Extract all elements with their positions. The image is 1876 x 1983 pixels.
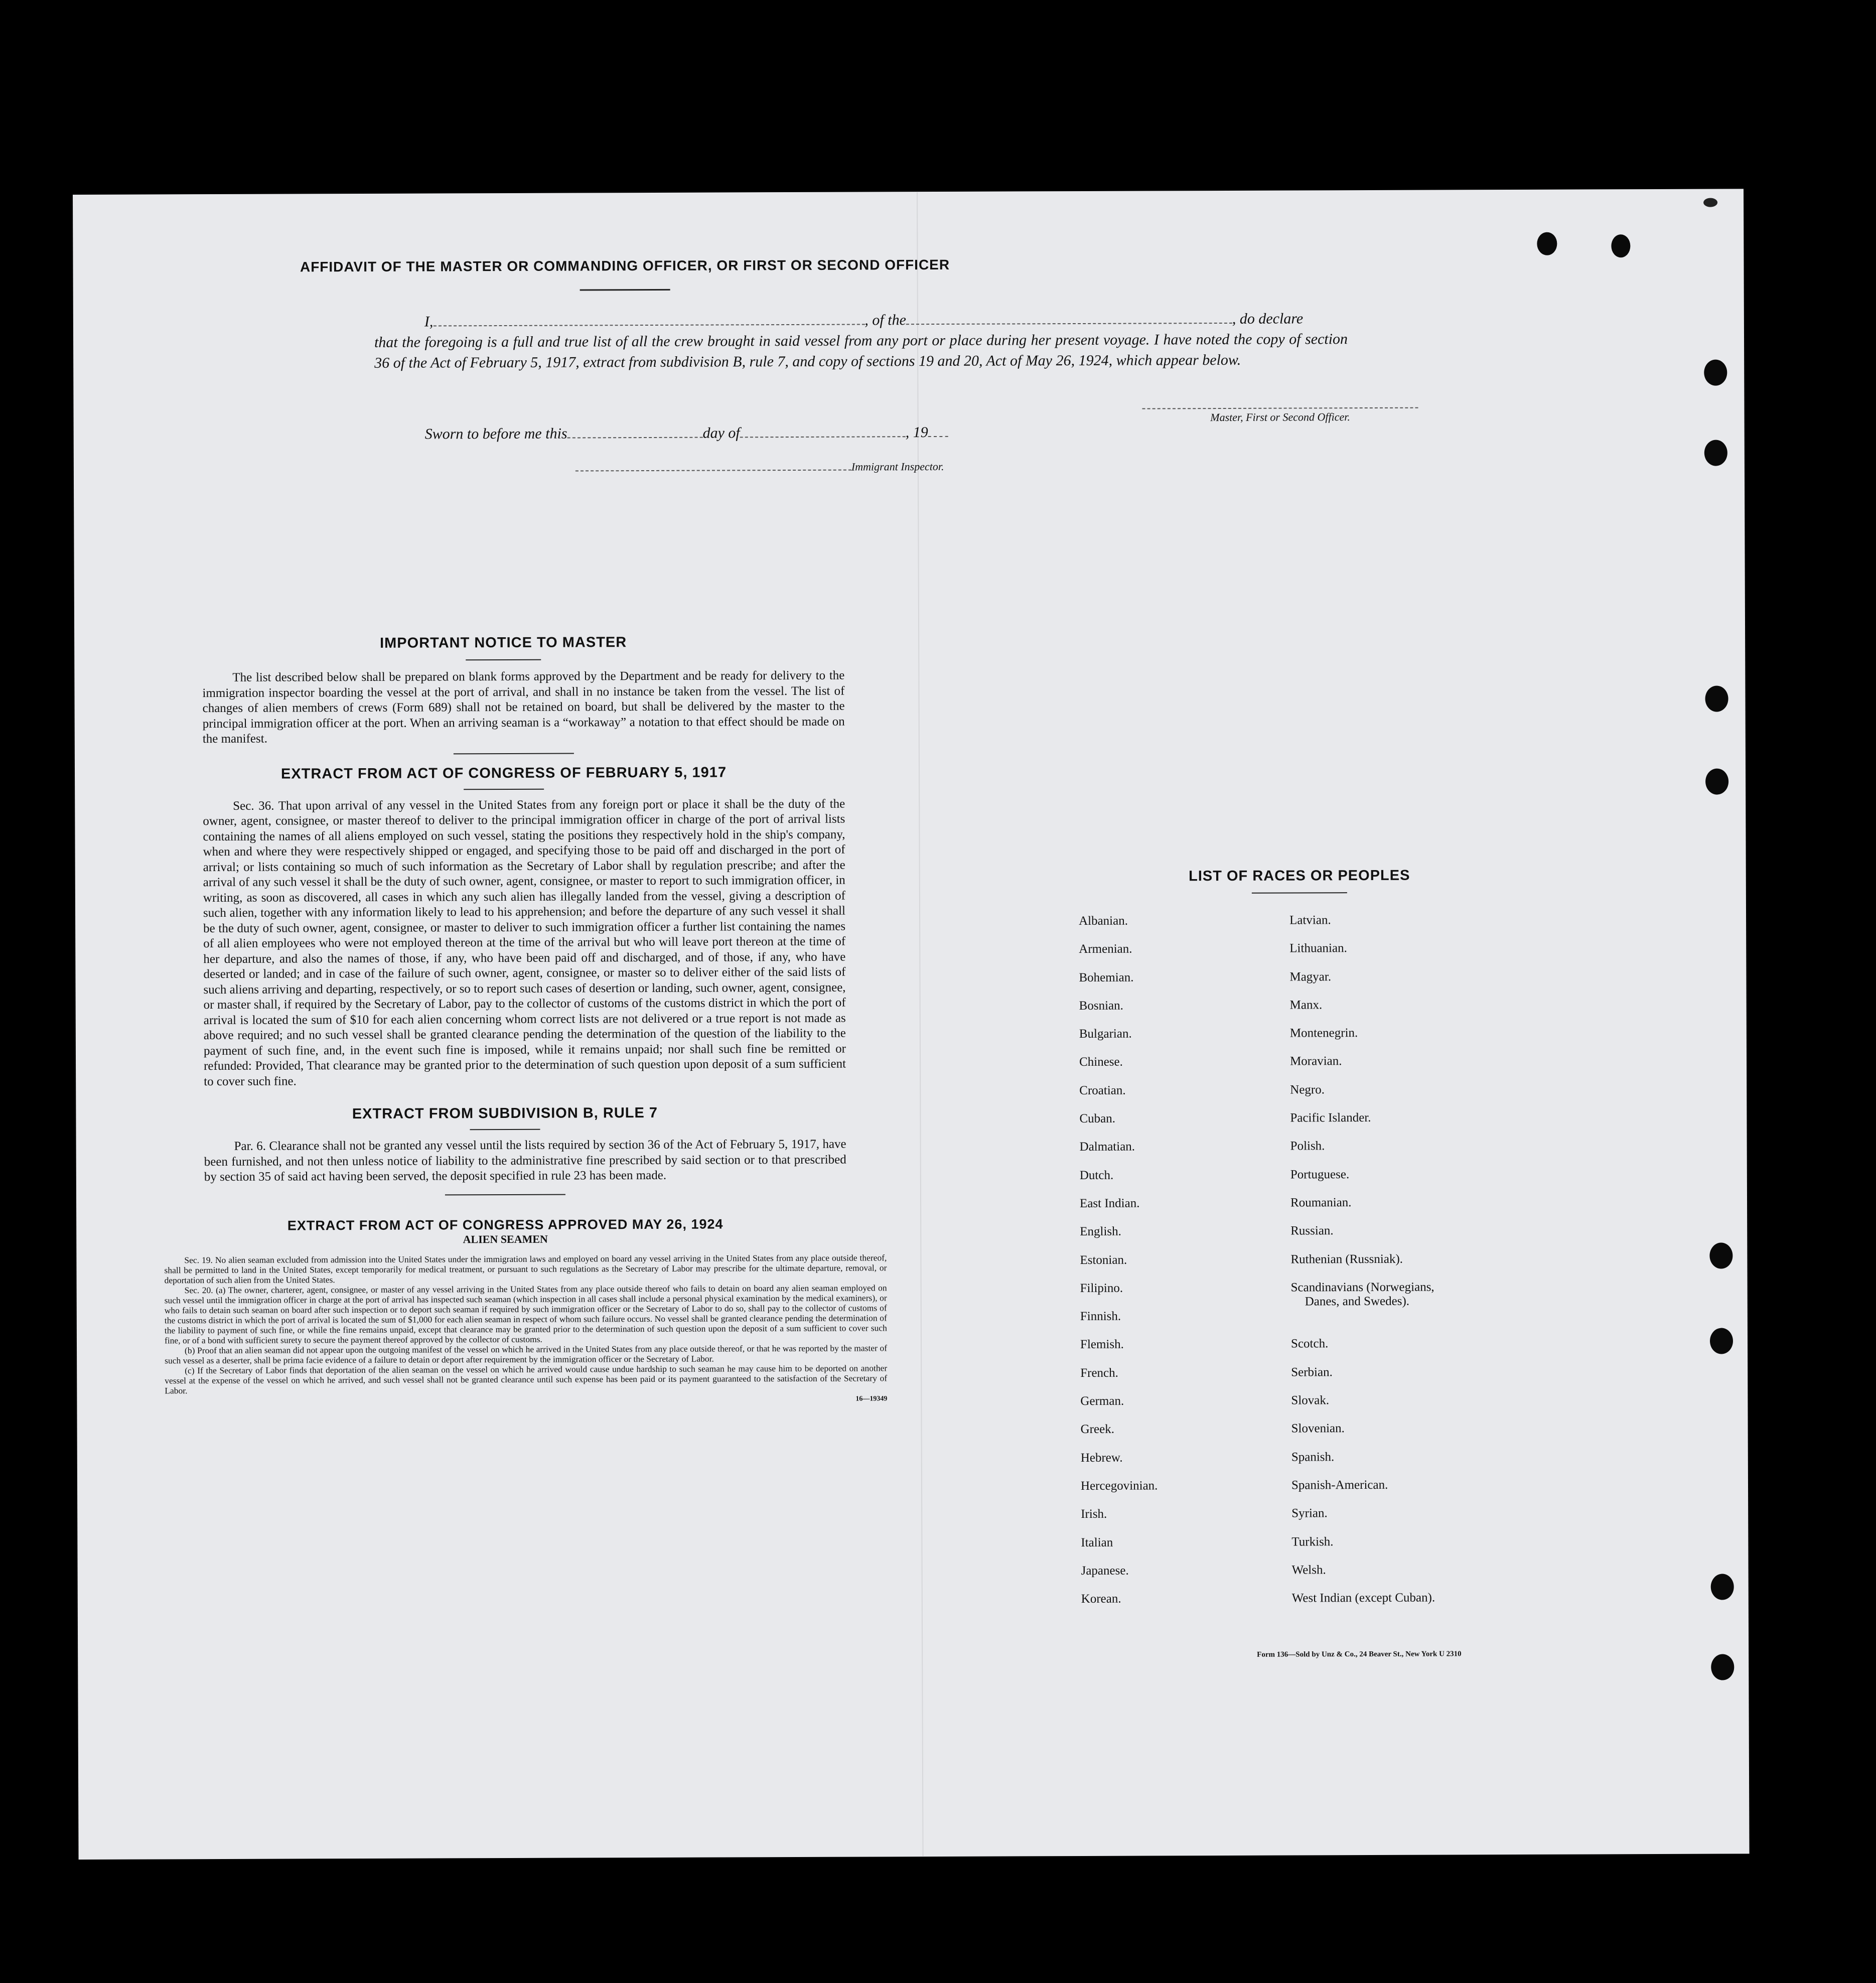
sec19-text: Sec. 19. No alien seaman excluded from admission into the United States under the immigration laws and employed on board any vessel arriving in the United States from any place outside thereof, shall be permitted to land in the United States, except temporarily for medical treatment, or pursuant to such regulations as the Secretary of Labor may prescribe for the ultimate departure, removal, or deportation of such alien from the United States. xyxy=(164,1252,887,1285)
section-rule xyxy=(445,1194,565,1195)
section-rule xyxy=(470,1129,540,1130)
extract-1924-section xyxy=(204,1216,806,1233)
race-item: Bulgarian. xyxy=(1079,1027,1132,1041)
form-note: Form 136—Sold by Unz & Co., 24 Beaver St., New York U 2310 xyxy=(1257,1650,1462,1659)
affidavit-body: that the foregoing is a full and true list of all the crew brought in said vessel from any port or place during her present voyage. I have noted the copy of section 36 of the Act of February 5, 1917, extract from subdivision B, rule 7, and copy of sections 19 and 20, Act of May 26, 1924, which appear below. xyxy=(374,331,1348,371)
year-blank[interactable] xyxy=(928,436,948,437)
extract-1924-heading: EXTRACT FROM ACT OF CONGRESS APPROVED MAY 26, 1924 xyxy=(287,1216,724,1233)
race-item: Albanian. xyxy=(1079,914,1128,928)
race-item: Russian. xyxy=(1290,1224,1334,1238)
race-item: Slovenian. xyxy=(1291,1422,1345,1436)
race-item: Italian xyxy=(1081,1535,1113,1549)
vessel-blank[interactable] xyxy=(906,323,1232,325)
race-item: Japanese. xyxy=(1081,1564,1129,1578)
section-rule xyxy=(454,753,574,754)
race-item: Greek. xyxy=(1080,1423,1114,1437)
title-underline xyxy=(580,289,670,291)
race-item: Portuguese. xyxy=(1290,1167,1350,1182)
race-item: Bosnian. xyxy=(1079,999,1123,1013)
punch-hole xyxy=(1705,685,1728,712)
race-item: English. xyxy=(1080,1224,1121,1239)
left-column xyxy=(164,634,888,1405)
race-item: Ruthenian (Russniak). xyxy=(1290,1252,1403,1266)
race-item: Korean. xyxy=(1081,1592,1121,1606)
race-item: Welsh. xyxy=(1291,1563,1326,1577)
race-item: Bohemian. xyxy=(1079,970,1134,984)
extract-1917-text: Sec. 36. That upon arrival of any vessel in the United States from any foreign port or place it shall be the duty of the owner, agent, consignee, or master thereof to deliver to the principal immigration officer in charge of the port of arrival lists containing the names of all aliens employed on such vessel, stating the positions they respectively hold in the ship's company, when and where they were respectively shipped or engaged, and specifying those to be paid off and discharged in the port of arrival; or lists containing so much of such information as the Secretary of Labor shall by regulation prescribe; and after the arrival of any such vessel it shall be the duty of such owner, agent, consignee, or master to report to such immigration officer, in writing, as soon as discovered, all cases in which any such alien has illegally landed from the vessel, giving a description of such alien, together with any information likely to lead to his apprehension; and before the departure of any such vessel it shall be the duty of such owner, agent, consignee, or master to deliver to such immigration officer a further list containing the names of all alien employees who were not employed thereon at the time of the arrival but who will leave port thereon at the time of her departure, and also the names of those, if any, who have been paid off and discharged, and of those, if any, who have deserted or landed; and in case of the failure of such owner, agent, consignee, or master so to deliver either of the said lists of such aliens arriving and departing, respectively, or so to report such cases of desertion or landing, such owner, agent, consignee, or master shall, if required by the Secretary of Labor, pay to the collector of customs of the customs district in which the port of arrival is located the sum of $10 for each alien concerning whom correct lists are not delivered or a true report is not made as above required; and no such vessel shall be granted clearance pending the determination of the question of the liability to the payment of such fine, and, in the event such fine is imposed, while it remains unpaid; nor shall such fine be remitted or refunded: Provided, That clearance may be granted prior to the determination of such question upon deposit of a sum sufficient to cover such fine. xyxy=(203,797,846,1088)
notice-section xyxy=(202,634,804,661)
punch-hole xyxy=(1711,1574,1734,1600)
month-blank[interactable] xyxy=(740,436,906,438)
punch-hole xyxy=(1711,1654,1734,1680)
inspector-line: Immigrant Inspector. xyxy=(575,454,1348,478)
sec20b-text: (b) Proof that an alien seaman did not appear upon the outgoing manifest of the vessel on which he arrived in the United States from any place outside thereof, or that he was reported by the master of such vessel as a deserter, shall be prima facie evidence of a failure to detain or deport after requirement by the immigration officer or the Secretary of Labor. xyxy=(165,1342,888,1365)
punch-hole xyxy=(1537,232,1557,255)
race-item: Spanish. xyxy=(1291,1450,1335,1464)
race-item: Slovak. xyxy=(1291,1393,1330,1407)
ink-speck xyxy=(1703,198,1717,207)
race-item: Syrian. xyxy=(1291,1506,1328,1520)
section-rule xyxy=(1252,892,1347,894)
sec20a-text: Sec. 20. (a) The owner, charterer, agent, consignee, or master of any vessel arriving in the United States from any place outside thereof who fails to detain on board any alien seaman employed on such vessel until the immigration officer in charge at the port of arrival has inspected such seaman (which inspection in all cases shall include a personal physical examination by the medical examiners), or who fails to detain such seaman on board after such inspection or to deport such seaman if required by such immigration officer or the Secretary of Labor to do so, shall pay to the collector of customs of the customs district in which the port of arrival is located the sum of $1,000 for each alien seaman in respect of whom such failure occurs. No vessel shall be granted clearance pending the determination of the liability to payment of such fine, or while the fine remains unpaid, except that clearance may be granted prior to the determination of such question upon the deposit of a sum sufficient to cover such fine, or of a bond with sufficient surety to secure the payment thereof approved by the collector of customs. xyxy=(164,1282,887,1345)
extract-1924-text xyxy=(164,1252,887,1405)
race-item: French. xyxy=(1080,1366,1118,1380)
declaration-line: I, , of the , do declare xyxy=(424,310,1304,330)
race-item: Negro. xyxy=(1290,1083,1325,1097)
race-item: Hebrew. xyxy=(1080,1451,1123,1465)
race-item: Roumanian. xyxy=(1290,1196,1352,1210)
inspector-signature-blank[interactable] xyxy=(575,470,851,472)
sec20c-text: (c) If the Secretary of Labor finds that deportation of the alien seaman on the vessel on which he arrived would cause undue hardship to such seaman he may cause him to be deported on another vessel at the expense of the vessel on which he arrived, and such vessel shall not be granted clearance until such expense has been paid or its payment guaranteed to the satisfaction of the Secretary of Labor. xyxy=(165,1362,888,1395)
race-item: Magyar. xyxy=(1289,969,1332,984)
print-code: 16—19349 xyxy=(855,1394,888,1403)
race-item: Montenegrin. xyxy=(1289,1026,1358,1040)
race-item: Scandinavians (Norwegians, xyxy=(1290,1280,1434,1295)
punch-hole xyxy=(1710,1328,1733,1354)
race-item: Finnish. xyxy=(1080,1309,1121,1324)
race-item: East Indian. xyxy=(1079,1196,1140,1210)
race-item: Filipino. xyxy=(1080,1281,1123,1295)
affidavit-title: AFFIDAVIT OF THE MASTER OR COMMANDING OFFICER, OR FIRST OR SECOND OFFICER xyxy=(73,256,1177,293)
race-item: Croatian. xyxy=(1079,1083,1126,1097)
races-column-2 xyxy=(1289,913,1435,1619)
races-heading-block xyxy=(1169,868,1430,894)
race-item: Turkish. xyxy=(1291,1534,1334,1549)
race-item: Estonian. xyxy=(1080,1253,1127,1267)
punch-hole xyxy=(1709,1242,1733,1268)
punch-hole xyxy=(1704,359,1727,385)
notice-heading: IMPORTANT NOTICE TO MASTER xyxy=(379,634,627,651)
race-item: Cuban. xyxy=(1079,1111,1116,1126)
race-item: Serbian. xyxy=(1291,1365,1333,1379)
races-section xyxy=(1079,867,1530,1659)
race-item: Hercegovinian. xyxy=(1080,1479,1158,1493)
rule7-section xyxy=(204,1104,806,1131)
race-item: West Indian (except Cuban). xyxy=(1291,1591,1435,1605)
master-signature-line: Master, First or Second Officer. xyxy=(1142,397,1418,424)
day-blank[interactable] xyxy=(567,437,703,439)
section-rule xyxy=(466,659,541,661)
rule7-heading: EXTRACT FROM SUBDIVISION B, RULE 7 xyxy=(352,1104,658,1122)
extract-1917-section xyxy=(203,764,805,790)
race-item: Danes, and Swedes). xyxy=(1305,1294,1410,1309)
extract-1917-heading: EXTRACT FROM ACT OF CONGRESS OF FEBRUARY 5, 1917 xyxy=(280,764,727,782)
race-item: Chinese. xyxy=(1079,1055,1123,1069)
document-page xyxy=(73,189,1750,1860)
race-item: Flemish. xyxy=(1080,1338,1124,1352)
race-item: Scotch. xyxy=(1290,1337,1329,1351)
race-item: Pacific Islander. xyxy=(1290,1111,1371,1125)
section-rule xyxy=(464,788,544,790)
race-item: Spanish-American. xyxy=(1291,1478,1388,1492)
races-column-1 xyxy=(1079,913,1158,1620)
race-item: German. xyxy=(1080,1394,1124,1408)
race-item: Irish. xyxy=(1081,1507,1107,1521)
race-item: Moravian. xyxy=(1289,1054,1342,1069)
punch-hole xyxy=(1611,234,1630,257)
alien-seamen-subheading: ALIEN SEAMEN xyxy=(463,1232,548,1245)
race-item: Latvian. xyxy=(1289,913,1331,927)
race-item: Armenian. xyxy=(1079,942,1132,956)
punch-hole xyxy=(1704,440,1727,466)
sworn-line: Sworn to before me this day of , 19 xyxy=(425,420,1348,444)
race-item: Polish. xyxy=(1290,1139,1325,1153)
race-item: Lithuanian. xyxy=(1289,941,1347,955)
race-item: Manx. xyxy=(1289,998,1323,1012)
race-item: Dutch. xyxy=(1079,1168,1114,1182)
master-signature-blank[interactable] xyxy=(1142,407,1418,409)
punch-hole xyxy=(1705,768,1728,794)
race-item: Dalmatian. xyxy=(1079,1140,1135,1154)
name-blank[interactable] xyxy=(433,324,864,326)
races-heading: LIST OF RACES OR PEOPLES xyxy=(1189,867,1410,885)
affidavit-block xyxy=(374,308,1350,478)
rule7-text: Par. 6. Clearance shall not be granted any vessel until the lists required by section 36 of the Act of February 5, 1917, have been furnished, and not then unless notice of liability to the administrative fine prescribed by said section or to that prescribed by section 35 of said act having been served, the deposit specified in rule 23 has been made. xyxy=(204,1137,846,1184)
notice-text: The list described below shall be prepared on blank forms approved by the Department and be ready for delivery to the immigration inspector boarding the vessel at the port of arrival, and shall in no instance be taken from the vessel. The list of changes of alien members of crews (Form 689) shall not be retained on board, but shall be delivered by the master to the principal immigration officer at the port. When an arriving seaman is a “workaway” a notation to that effect should be made on the manifest. xyxy=(202,668,845,746)
